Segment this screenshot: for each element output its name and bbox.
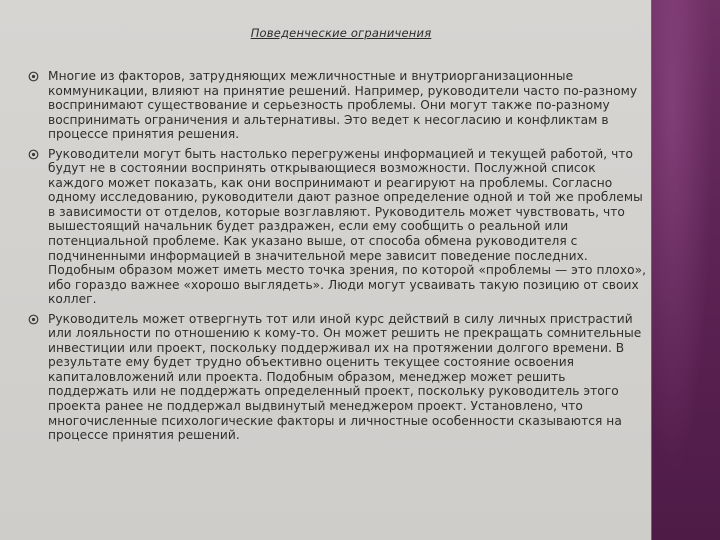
bullet-item [28, 312, 650, 443]
ring-bullet-icon [28, 149, 39, 160]
decorative-side-bar [651, 0, 720, 540]
bullet-text: Многие из факторов, затрудняющих межличностные и внутриорганизационные коммуникации, влияют на принятие решений. Например, руководители часто по-разному воспринимают существование и серьезность проблемы. Они могут также по-разному воспринимать ограничения и альтернативы. Это ведет к несогласию и конфликтам в процессе принятия решения. [48, 69, 638, 142]
bullet-text: Руководители могут быть настолько перегружены информацией и текущей работой, что будут не в состоянии воспринять открывающиеся возможности. Послужной список каждого может показать, как они воспринимают и реагируют на проблемы. Согласно одному исследованию, руководители дают разное определение одной и той же проблемы в зависимости от отделов, которые возглавляют. Руководитель может чувствовать, что вышестоящий начальник будет раздражен, если ему сообщить о реальной или потенциальной проблеме. Как указано выше, от способа обмена руководителя с подчиненными информацией в значительной мере зависит поведение последних. Подобным образом может иметь место точка зрения, по которой «проблемы — это плохо», ибо гораздо важнее «хорошо выглядеть». Люди могут усваивать такую позицию от своих коллег. [48, 146, 647, 307]
bullet-list [28, 69, 650, 448]
bullet-item [28, 147, 650, 307]
bullet-text: Руководитель может отвергнуть тот или иной курс действий в силу личных пристрастий или лояльности по отношению к кому-то. Он может решить не прекращать сомнительные инвестиции или проект, поскольку поддерживал их на протяжении долгого времени. В результате ему будет трудно объективно оценить текущее состояние освоения капиталовложений или проекта. Подобным образом, менеджер может решить поддержать или не поддержать определенный проект, поскольку руководитель этого проекта ранее не поддержал выдвинутый менеджером проект. Установлено, что многочисленные психологические факторы и личностные особенности сказываются на процессе принятия решений. [48, 311, 642, 443]
bullet-item [28, 69, 650, 142]
slide-title: Поведенческие ограничения [250, 26, 432, 40]
ring-bullet-icon [28, 314, 39, 325]
ring-bullet-icon [28, 71, 39, 82]
